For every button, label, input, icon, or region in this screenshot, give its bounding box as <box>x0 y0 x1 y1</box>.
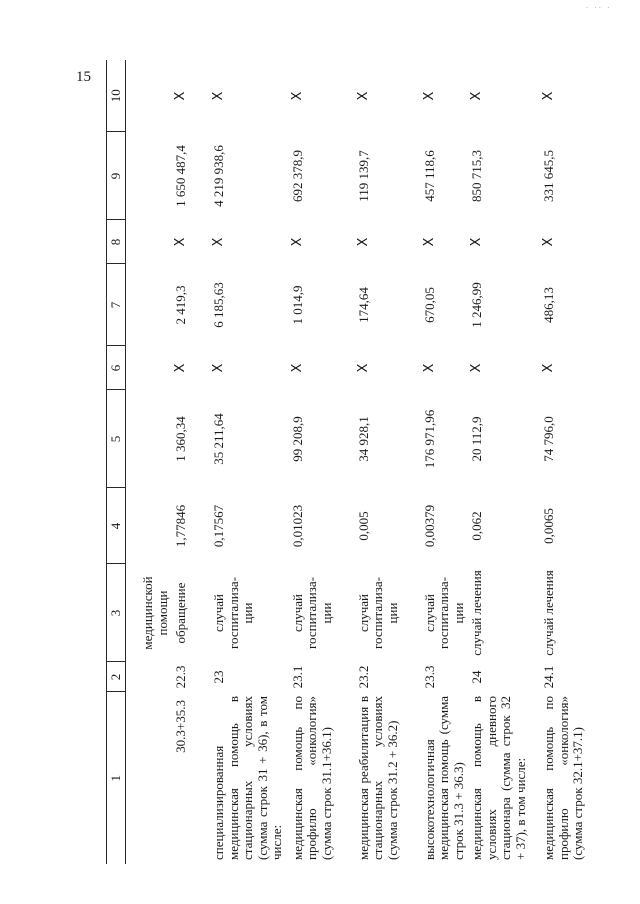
row-value-4: 0,01023 <box>289 504 305 548</box>
row-description: высокотехнологичная медицинская помощь (сумма строк 31.3 + 36.3) <box>421 696 466 860</box>
row-value-7: 174,64 <box>355 287 371 323</box>
row-value-8: Х <box>355 237 371 247</box>
row-value-7: 6 185,63 <box>211 282 226 328</box>
col-header-5: 5 <box>107 390 126 488</box>
row-value-7: 2 419,3 <box>173 285 188 325</box>
row-value-9: 4 219 938,6 <box>211 145 226 207</box>
row-value-6: Х <box>173 363 188 373</box>
row-value-5: 1 360,34 <box>173 416 188 462</box>
row-code: 24 <box>469 670 484 684</box>
row-description: специализированная медицинская помощь в стационарных условиях (сумма строк 31 + 36), в том числе: <box>211 696 284 860</box>
scan-artifact-marks: . .. . <box>586 0 612 10</box>
row-unit: случай госпитализа-ции <box>355 577 400 649</box>
table-row <box>287 60 353 864</box>
row-value-6: Х <box>211 363 226 373</box>
row-value-10: Х <box>289 91 305 101</box>
row-value-9: 850 715,3 <box>469 150 484 202</box>
row-value-8: Х <box>211 237 226 247</box>
row-value-9: 119 139,7 <box>355 150 371 202</box>
page-number: 15 <box>76 69 91 85</box>
row-value-4: 0,17567 <box>211 504 226 548</box>
row-value-8: Х <box>173 237 188 247</box>
row-code <box>126 662 173 692</box>
row-unit: случай лечения <box>541 570 556 656</box>
row-value-5: 176 971,96 <box>421 409 437 469</box>
col-header-2: 2 <box>107 662 126 692</box>
col-header-6: 6 <box>107 346 126 390</box>
table-row <box>419 60 469 864</box>
col-header-8: 8 <box>107 220 126 264</box>
row-value-6: Х <box>355 363 371 373</box>
row-value-4: 0,0065 <box>541 508 556 544</box>
row-value-9: 1 650 487,4 <box>173 145 188 207</box>
row-value-6: Х <box>421 363 437 373</box>
row-unit: случай лечения <box>469 570 484 656</box>
col-header-10: 10 <box>107 60 126 132</box>
row-value-8: Х <box>469 237 484 247</box>
row-value-10: Х <box>421 91 437 101</box>
col-header-9: 9 <box>107 132 126 220</box>
row-value-9: 457 118,6 <box>421 150 437 202</box>
col-header-4: 4 <box>107 488 126 564</box>
row-description: медицинская помощь по профилю «онкология» (сумма строк 31.1+36.1) <box>289 696 334 860</box>
row-unit: случай госпитализа-ции <box>421 577 466 649</box>
row-unit-continuation: медицинской помощи <box>140 576 170 650</box>
row-value-6: Х <box>289 363 305 373</box>
row-value-5: 35 211,64 <box>211 413 226 465</box>
row-value-5: 20 112,9 <box>469 416 484 462</box>
row-value-9: 692 378,9 <box>289 150 305 202</box>
row-value-10: Х <box>173 91 188 101</box>
row-value-7: 1 246,99 <box>469 282 484 328</box>
row-value-4: 0,005 <box>355 511 371 541</box>
row-code: 23.2 <box>355 665 371 689</box>
row-value-4: 1,77846 <box>173 504 188 548</box>
row-code: 23.3 <box>421 665 437 689</box>
table-row <box>126 60 173 864</box>
financing-table <box>106 60 592 864</box>
table-row <box>353 60 419 864</box>
row-code: 23.1 <box>289 665 305 689</box>
row-description: медицинская помощь по профилю «онкология» (сумма строк 32.1+37.1) <box>541 696 585 860</box>
row-description: медицинская помощь в условиях дневного стационара (сумма строк 32 + 37), в том числе: <box>469 696 528 860</box>
col-header-1: 1 <box>107 692 126 864</box>
row-formula: 30.3+35.3 <box>173 700 188 753</box>
row-code: 22.3 <box>173 665 188 689</box>
row-value-4: 0,00379 <box>421 504 437 548</box>
rotated-table-container <box>106 60 585 864</box>
row-value-8: Х <box>421 237 437 247</box>
row-description <box>172 692 208 864</box>
row-value-6: Х <box>469 363 484 373</box>
row-code: 23 <box>211 670 226 684</box>
row-value-8: Х <box>289 237 305 247</box>
row-value-7: 486,13 <box>541 287 556 323</box>
row-value-7: 1 014,9 <box>289 285 305 325</box>
table-row <box>172 60 208 864</box>
row-code: 24.1 <box>541 665 556 689</box>
row-value-5: 74 796,0 <box>541 416 556 462</box>
row-description: медицинская реабилитация в стационарных условиях (сумма строк 31.2 + 36.2) <box>355 696 400 860</box>
table-row <box>536 60 592 864</box>
column-number-row <box>107 60 126 864</box>
table-row <box>468 60 536 864</box>
row-value-6: Х <box>541 363 556 373</box>
col-header-3: 3 <box>107 564 126 662</box>
row-value-4: 0,062 <box>469 511 484 541</box>
row-description <box>126 692 173 864</box>
row-value-10: Х <box>355 91 371 101</box>
row-unit: случай госпитализа-ции <box>211 577 255 649</box>
row-unit: случай госпитализа-ции <box>289 577 334 649</box>
row-value-5: 99 208,9 <box>289 416 305 462</box>
row-value-10: Х <box>541 91 556 101</box>
col-header-7: 7 <box>107 264 126 346</box>
table-row <box>208 60 287 864</box>
row-value-7: 670,05 <box>421 287 437 323</box>
row-value-8: Х <box>541 237 556 247</box>
row-value-5: 34 928,1 <box>355 416 371 462</box>
row-value-10: Х <box>469 91 484 101</box>
row-value-10: Х <box>211 91 226 101</box>
row-value-9: 331 645,5 <box>541 150 556 202</box>
row-unit: обращение <box>173 582 188 644</box>
